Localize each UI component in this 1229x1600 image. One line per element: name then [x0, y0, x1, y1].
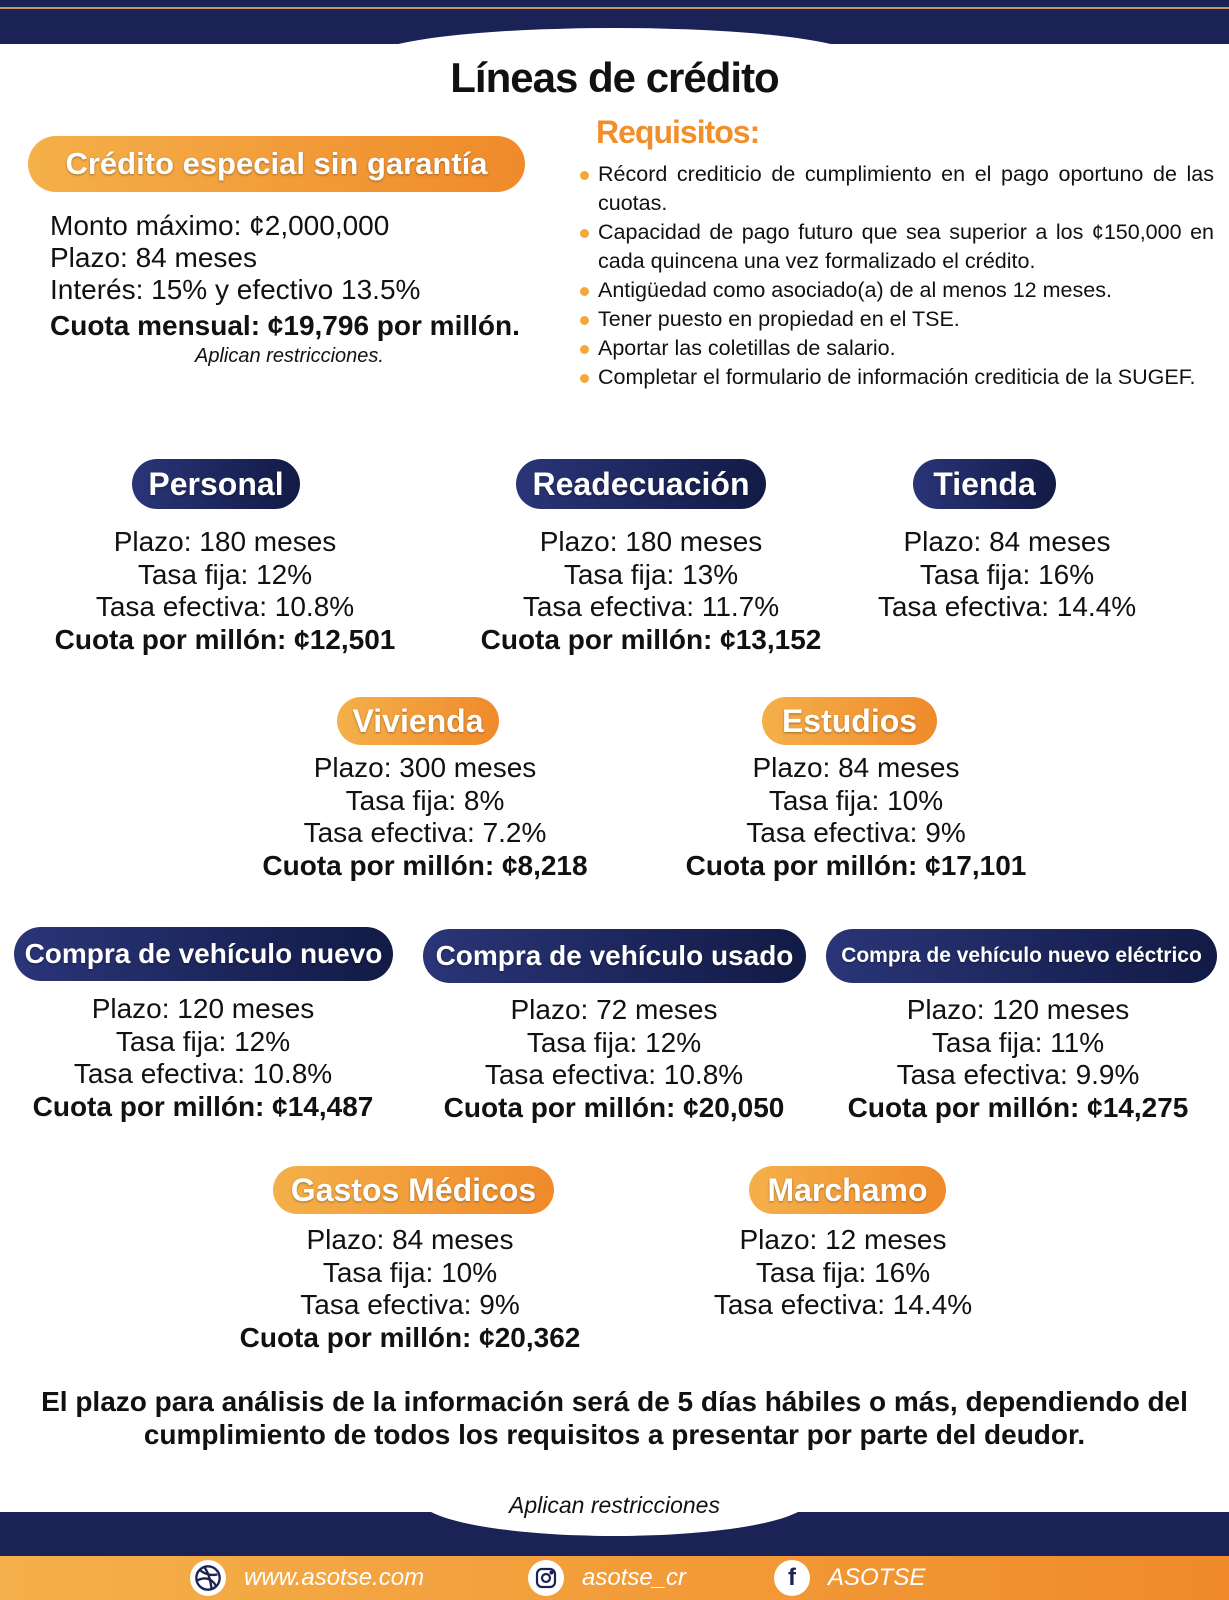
info-vehiculo-usado	[414, 994, 814, 1124]
tasa-fija-estudios: Tasa fija: 10%	[768, 784, 944, 816]
social-facebook[interactable]	[774, 1560, 925, 1596]
pill-estudios: Estudios	[762, 697, 937, 745]
top-gold-line	[0, 7, 1229, 9]
social-web[interactable]	[190, 1560, 424, 1596]
cuota-readecuacion: Cuota por millón: ¢13,152	[480, 623, 822, 655]
tasa-efectiva-vehiculo-nuevo: Tasa efectiva: 10.8%	[73, 1058, 333, 1089]
requisito-item: Capacidad de pago futuro que sea superior a los ¢150,000 en cada quincena una vez formalizado el crédito.	[578, 218, 1214, 276]
pill-marchamo: Marchamo	[749, 1166, 946, 1214]
tasa-efectiva-marchamo: Tasa efectiva: 14.4%	[713, 1289, 973, 1320]
facebook-icon: f	[774, 1560, 810, 1596]
footer-restricciones: Aplican restricciones	[509, 1492, 720, 1518]
tasa-efectiva-estudios: Tasa efectiva: 9%	[746, 817, 966, 848]
tasa-fija-personal: Tasa fija: 12%	[137, 558, 313, 590]
instagram-icon	[528, 1560, 564, 1596]
tasa-fija-vehiculo-usado: Tasa fija: 12%	[526, 1026, 702, 1058]
info-personal	[25, 526, 425, 656]
info-estudios	[656, 752, 1056, 882]
cuota-personal: Cuota por millón: ¢12,501	[54, 623, 396, 655]
plazo-gastos-medicos: Plazo: 84 meses	[306, 1224, 514, 1255]
pill-personal: Personal	[132, 459, 300, 509]
requisitos-list	[578, 160, 1214, 392]
tasa-fija-tienda: Tasa fija: 16%	[919, 558, 1095, 590]
cuota-vehiculo-electrico: Cuota por millón: ¢14,275	[847, 1091, 1189, 1123]
plazo-readecuacion: Plazo: 180 meses	[539, 526, 763, 557]
web-link[interactable]: www.asotse.com	[244, 1564, 425, 1591]
tasa-fija-marchamo: Tasa fija: 16%	[755, 1256, 931, 1288]
special-monto: Monto máximo: ¢2,000,000	[50, 210, 390, 241]
cuota-vehiculo-usado: Cuota por millón: ¢20,050	[443, 1091, 785, 1123]
info-vivienda	[225, 752, 625, 882]
tasa-fija-vehiculo-electrico: Tasa fija: 11%	[931, 1026, 1105, 1058]
instagram-handle[interactable]: asotse_cr	[582, 1564, 687, 1591]
tasa-efectiva-readecuacion: Tasa efectiva: 11.7%	[522, 591, 780, 622]
plazo-vehiculo-electrico: Plazo: 120 meses	[906, 994, 1130, 1025]
pill-readecuacion: Readecuación	[516, 459, 766, 509]
info-marchamo	[693, 1224, 993, 1322]
tasa-fija-vivienda: Tasa fija: 8%	[345, 784, 505, 816]
tasa-efectiva-vehiculo-electrico: Tasa efectiva: 9.9%	[896, 1059, 1140, 1090]
tasa-efectiva-personal: Tasa efectiva: 10.8%	[95, 591, 355, 622]
tasa-efectiva-tienda: Tasa efectiva: 14.4%	[877, 591, 1137, 622]
requisito-item: Antigüedad como asociado(a) de al menos 12 meses.	[578, 276, 1214, 305]
top-band	[0, 0, 1229, 44]
footer-disclaimer	[0, 1386, 1229, 1451]
pill-tienda: Tienda	[913, 459, 1056, 509]
special-interes: Interés: 15% y efectivo 13.5%	[50, 274, 421, 305]
special-note: Aplican restricciones.	[195, 345, 384, 367]
pill-vehiculo-electrico: Compra de vehículo nuevo eléctrico	[826, 929, 1217, 983]
tasa-efectiva-vivienda: Tasa efectiva: 7.2%	[303, 817, 547, 848]
special-plazo: Plazo: 84 meses	[50, 242, 257, 273]
plazo-tienda: Plazo: 84 meses	[903, 526, 1111, 557]
requisitos-title: Requisitos:	[596, 114, 760, 150]
info-gastos-medicos	[210, 1224, 610, 1354]
info-vehiculo-nuevo	[3, 993, 403, 1123]
plazo-personal: Plazo: 180 meses	[113, 526, 337, 557]
pill-gastos-medicos: Gastos Médicos	[273, 1166, 554, 1214]
cuota-estudios: Cuota por millón: ¢17,101	[685, 849, 1027, 881]
plazo-marchamo: Plazo: 12 meses	[739, 1224, 947, 1255]
tasa-fija-gastos-medicos: Tasa fija: 10%	[322, 1256, 498, 1288]
plazo-estudios: Plazo: 84 meses	[752, 752, 960, 783]
tasa-fija-vehiculo-nuevo: Tasa fija: 12%	[115, 1025, 291, 1057]
tasa-efectiva-vehiculo-usado: Tasa efectiva: 10.8%	[484, 1059, 744, 1090]
requisito-item: Récord crediticio de cumplimiento en el pago oportuno de las cuotas.	[578, 160, 1214, 218]
dribbble-icon	[190, 1560, 226, 1596]
facebook-handle[interactable]: ASOTSE	[828, 1564, 926, 1591]
special-credit-info	[50, 210, 570, 368]
requisito-item: Tener puesto en propiedad en el TSE.	[578, 305, 1214, 334]
tasa-fija-readecuacion: Tasa fija: 13%	[563, 558, 739, 590]
plazo-vehiculo-usado: Plazo: 72 meses	[510, 994, 718, 1025]
page-title: Líneas de crédito	[450, 54, 779, 101]
plazo-vivienda: Plazo: 300 meses	[313, 752, 537, 783]
plazo-vehiculo-nuevo: Plazo: 120 meses	[91, 993, 315, 1024]
pill-vivienda: Vivienda	[337, 697, 499, 745]
requisito-item: Aportar las coletillas de salario.	[578, 334, 1214, 363]
tasa-efectiva-gastos-medicos: Tasa efectiva: 9%	[300, 1289, 520, 1320]
info-vehiculo-electrico	[818, 994, 1218, 1124]
cuota-vivienda: Cuota por millón: ¢8,218	[262, 849, 588, 881]
pill-credito-especial: Crédito especial sin garantía	[28, 136, 525, 192]
cuota-gastos-medicos: Cuota por millón: ¢20,362	[239, 1321, 581, 1353]
pill-vehiculo-usado: Compra de vehículo usado	[423, 929, 806, 983]
footer-disclaimer-text: El plazo para análisis de la información será de 5 días hábiles o más, dependiendo del cumplimiento de todos los requisitos a presentar por parte del deudor.	[41, 1386, 1188, 1450]
special-cuota: Cuota mensual: ¢19,796 por millón.	[50, 310, 520, 341]
social-instagram[interactable]	[528, 1560, 686, 1596]
info-tienda	[857, 526, 1157, 624]
pill-vehiculo-nuevo: Compra de vehículo nuevo	[14, 927, 393, 981]
requisito-item: Completar el formulario de información crediticia de la SUGEF.	[578, 363, 1214, 392]
info-readecuacion	[451, 526, 851, 656]
cuota-vehiculo-nuevo: Cuota por millón: ¢14,487	[32, 1090, 374, 1122]
